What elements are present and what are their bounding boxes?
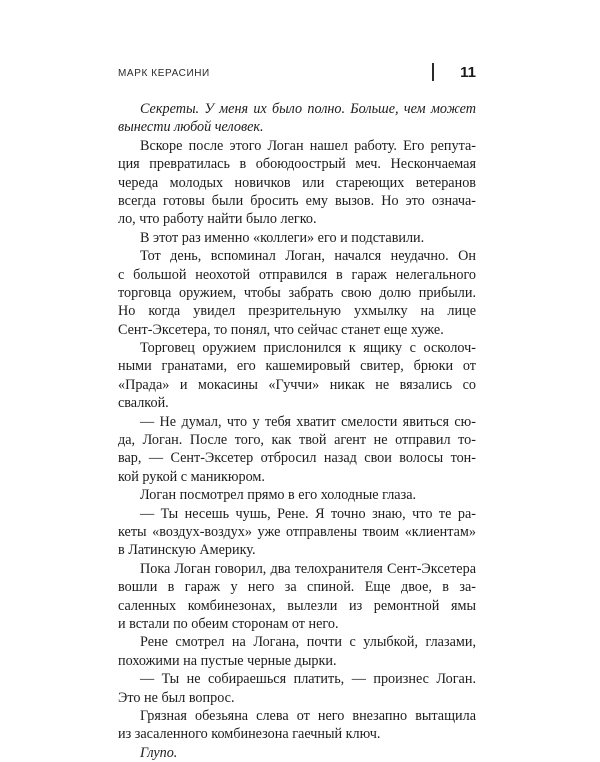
text-line: Но когда увидел презрительную ухмылку на лице [118,303,476,320]
text-line: вынести любой человек. [118,119,264,136]
paragraph [118,633,476,670]
paragraph [118,247,476,339]
header-divider [432,63,434,81]
text-line: свалкой. [118,395,169,412]
text-line: и встали по обеим сторонам от него. [118,615,339,632]
text-line: в Латинскую Америку. [118,542,256,559]
text-line: череда молодых новичков или стареющих ветеранов [118,174,476,191]
text-line: кой рукой с маникюром. [118,468,265,485]
text-line: Рене смотрел на Логана, почти с улыбкой, глазами, [140,634,476,651]
paragraph [118,670,476,707]
text-line: похожими на пустые черные дырки. [118,652,337,669]
text-line: — Ты не собираешься платить, — произнес Логан. [140,671,476,688]
text-line: Вскоре после этого Логан нашел работу. Его репута- [140,137,476,154]
page-body [118,100,476,762]
paragraph [118,100,476,137]
text-line: всегда готовы были бросить ему вызов. Но это означа- [118,192,476,209]
text-line: Секреты. У меня их было полно. Больше, чем может [140,101,476,117]
text-line: торговца оружием, чтобы забрать свою долю прибыли. [118,284,476,301]
text-line: из засаленного комбинезона гаечный ключ. [118,726,381,743]
text-line: вошли в гараж у него за спиной. Еще двое, в за- [118,579,476,596]
text-line: Тот день, вспоминал Логан, начался неудачно. Он [140,248,476,265]
paragraph [118,229,476,247]
text-line: Грязная обезьяна слева от него внезапно вытащила [140,707,476,724]
paragraph [118,505,476,560]
text-line: ло, что работу найти было легко. [118,211,317,228]
text-line: Торговец оружием прислонился к ящику с осколоч- [140,340,476,357]
paragraph [118,137,476,229]
text-line: — Не думал, что у тебя хватит смелости явиться сю- [140,413,476,430]
text-line: с большой неохотой отправился в гараж нелегального [118,266,476,283]
page-number: 11 [460,64,476,81]
paragraph [118,560,476,634]
text-line: Это не был вопрос. [118,689,235,706]
text-line: Глупо. [140,744,178,761]
text-line: Сент-Эксетера, то понял, что сейчас станет еще хуже. [118,321,444,338]
text-line: Пока Логан говорил, два телохранителя Сент-Эксетера [140,560,476,577]
paragraph [118,486,476,504]
text-line: кеты «воздух-воздух» уже отправлены твоим «клиентам» [118,523,476,540]
text-line: — Ты несешь чушь, Рене. Я точно знаю, что те ра- [140,505,476,522]
text-line: В этот раз именно «коллеги» его и подставили. [140,229,425,246]
text-line: Логан посмотрел прямо в его холодные глаза. [140,487,417,504]
paragraph [118,413,476,487]
text-line: ными гранатами, его кашемировый свитер, брюки от [118,358,476,375]
text-line: саленных комбинезонах, вылезли из ремонтной ямы [118,597,476,614]
author-name: МАРК КЕРАСИНИ [118,68,210,79]
running-header [118,63,476,85]
text-line: да, Логан. После того, как твой агент не отправил то- [118,432,476,449]
text-line: вар, — Сент-Эксетер отбросил назад свои волосы тон- [118,450,476,467]
paragraph [118,707,476,744]
paragraph [118,744,476,762]
paragraph [118,339,476,413]
text-line: ция превратилась в обоюдоострый меч. Нескончаемая [118,156,476,173]
text-line: «Прада» и мокасины «Гуччи» никак не вязались со [118,376,476,393]
